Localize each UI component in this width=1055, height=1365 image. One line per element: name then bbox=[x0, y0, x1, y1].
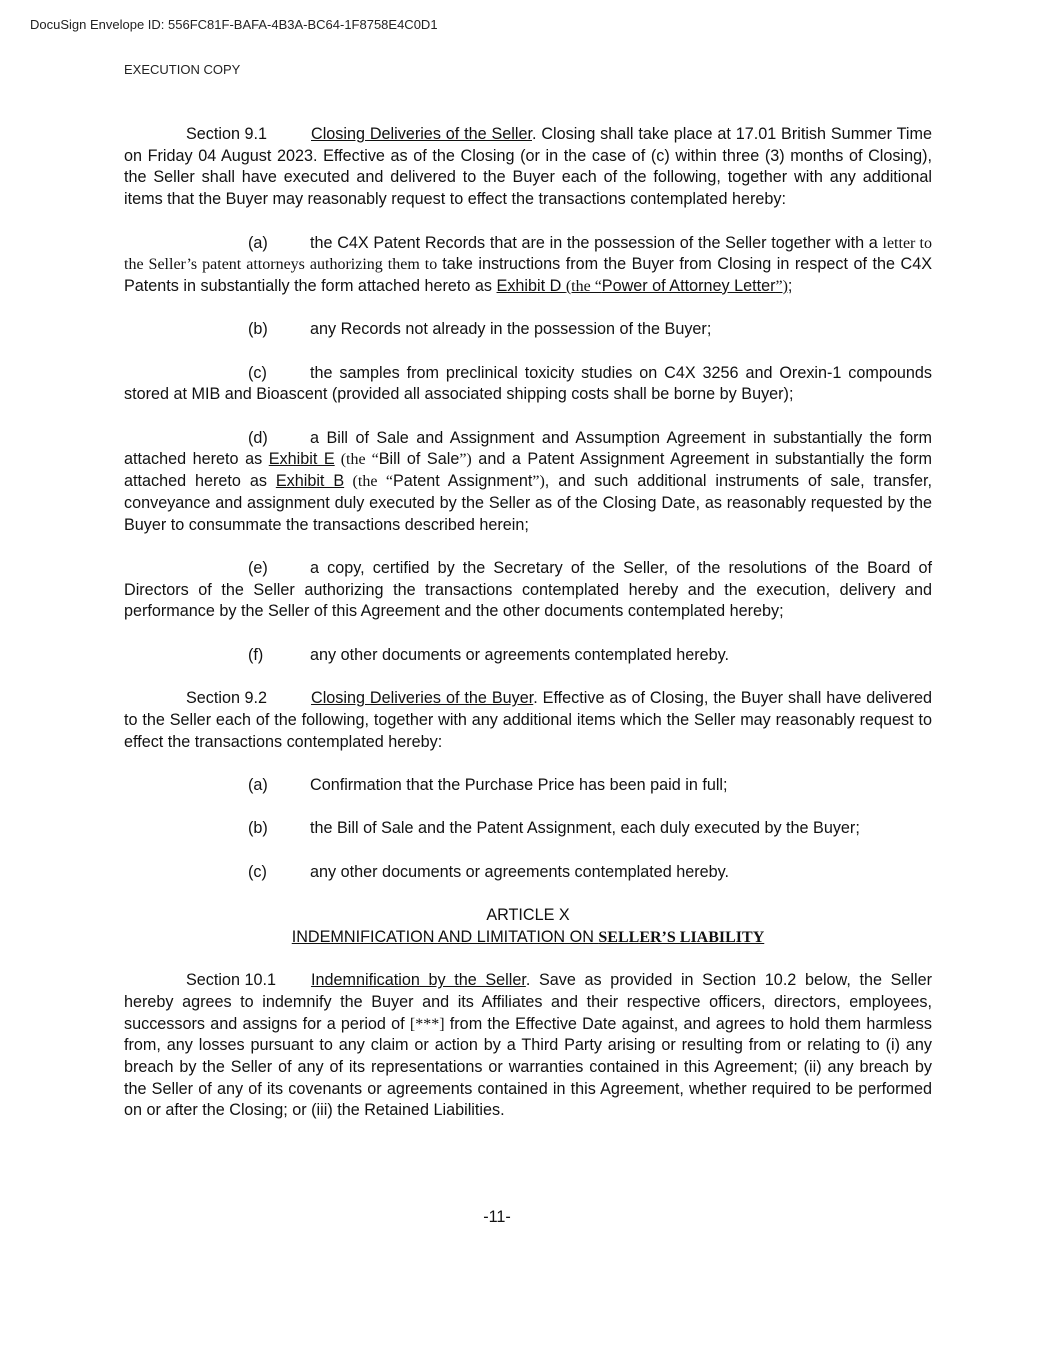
section-9-1 bbox=[124, 124, 932, 211]
quote-open: (the “ bbox=[344, 473, 393, 491]
item-text: a Bill of Sale and Assignment and Assumption Agreement in substantially the form attached hereto as bbox=[124, 428, 932, 469]
redaction-marker: [***] bbox=[409, 1015, 445, 1033]
item-9-2-c bbox=[124, 862, 932, 884]
item-9-1-f bbox=[124, 645, 932, 667]
quote-close: ”) bbox=[459, 451, 472, 469]
item-text: the C4X Patent Records that are in the possession of the Seller together with a bbox=[310, 233, 883, 252]
quote-close: ”) bbox=[775, 277, 788, 295]
item-9-2-b bbox=[124, 818, 932, 840]
item-label: (a) bbox=[248, 233, 268, 252]
article-heading bbox=[124, 905, 932, 948]
item-label: (a) bbox=[248, 775, 268, 794]
section-number: Section 10.1 bbox=[186, 971, 276, 990]
page-number: -11- bbox=[483, 1208, 511, 1226]
defined-term: Patent Assignment bbox=[392, 472, 533, 491]
item-label: (c) bbox=[248, 363, 267, 382]
section-number: Section 9.2 bbox=[186, 689, 267, 708]
item-text: Confirmation that the Purchase Price has been paid in full; bbox=[310, 775, 728, 794]
defined-term: Bill of Sale bbox=[378, 450, 460, 469]
section-text: . Effective as of Closing, the Buyer shall have delivered to the Seller each of the following, together with any additional items which the Seller may reasonably request to effect the transactions contemplated hereby: bbox=[124, 689, 932, 751]
quote-close: ”) bbox=[532, 473, 545, 491]
item-label: (c) bbox=[248, 862, 267, 881]
section-number: Section 9.1 bbox=[186, 125, 267, 143]
item-text: ; bbox=[787, 276, 793, 295]
article-number: ARTICLE X bbox=[486, 906, 570, 925]
item-text: any other documents or agreements contemplated hereby. bbox=[310, 862, 730, 881]
item-text: take instructions from the Buyer from Closing in respect of the C4X Patents in substantially the form attached hereto as bbox=[124, 255, 932, 295]
item-text: the Bill of Sale and the Patent Assignment, each duly executed by the Buyer; bbox=[310, 819, 860, 838]
quote-open: (the “ bbox=[565, 277, 602, 295]
article-title-part: SELLER’S LIABILITY bbox=[598, 928, 765, 946]
item-9-2-a bbox=[124, 775, 932, 797]
item-text: any other documents or agreements contemplated hereby. bbox=[310, 645, 730, 664]
article-title bbox=[124, 927, 932, 949]
item-text: , and such additional instruments of sale, transfer, conveyance and assignment duly executed by the Seller as of the Closing Date, as reasonably requested by the Buyer to consummate the transactions described herein; bbox=[124, 472, 932, 534]
execution-copy-label: EXECUTION COPY bbox=[124, 62, 241, 77]
section-9-2 bbox=[124, 688, 932, 753]
section-title: Closing Deliveries of the Seller bbox=[311, 125, 532, 143]
item-text: and a Patent Assignment Agreement in substantially the form attached hereto as bbox=[124, 450, 932, 491]
item-9-1-e bbox=[124, 558, 932, 623]
item-label: (b) bbox=[248, 819, 268, 838]
defined-term-link bbox=[497, 277, 788, 295]
item-label: (d) bbox=[248, 428, 268, 447]
item-text: any Records not already in the possession of the Buyer; bbox=[310, 320, 712, 339]
document-body bbox=[124, 124, 932, 1144]
item-text: the samples from preclinical toxicity studies on C4X 3256 and Orexin-1 compounds stored at MIB and Bioascent (provided all associated shipping costs shall be borne by Buyer); bbox=[124, 363, 932, 404]
exhibit-ref: Exhibit E bbox=[268, 450, 335, 469]
item-label: (b) bbox=[248, 320, 268, 339]
section-title: Indemnification by the Seller bbox=[311, 971, 526, 990]
exhibit-ref: Exhibit D bbox=[496, 276, 566, 295]
exhibit-ref: Exhibit B bbox=[275, 472, 345, 491]
item-9-1-d bbox=[124, 428, 932, 537]
quote-open: (the “ bbox=[334, 451, 379, 469]
article-title-part: INDEMNIFICATION AND LIMITATION ON bbox=[291, 927, 599, 946]
item-text: letter to the Seller’s patent attorneys authorizing them to bbox=[124, 234, 933, 274]
section-text: . Save as provided in Section 10.2 below, the Seller hereby agrees to indemnify the Buyer and its Affiliates and their respective officers, directors, employees, successors and assigns for a period of bbox=[124, 971, 932, 1033]
item-9-1-c bbox=[124, 363, 932, 406]
defined-term: Power of Attorney Letter bbox=[601, 276, 776, 295]
docusign-envelope-id: DocuSign Envelope ID: 556FC81F-BAFA-4B3A-BC64-1F8758E4C0D1 bbox=[30, 17, 438, 32]
item-label: (e) bbox=[248, 558, 268, 577]
section-text: from the Effective Date against, and agrees to hold them harmless from, any losses pursuant to any claim or action by a Third Party arising or resulting from or relating to (i) any breach by the Seller of any of its representations or warranties contained in this Agreement; (ii) any breach by the Seller of any of its covenants or agreements contained in this Agreement, whether required to be performed on or after the Closing; or (iii) the Retained Liabilities. bbox=[124, 1014, 932, 1120]
section-title: Closing Deliveries of the Buyer bbox=[311, 689, 534, 708]
item-9-1-a bbox=[124, 233, 932, 298]
item-label: (f) bbox=[248, 645, 264, 664]
item-text: a copy, certified by the Secretary of the Seller, of the resolutions of the Board of Directors of the Seller authorizing the transactions contemplated hereby and the execution, delivery and performance by the Seller of this Agreement and the other documents contemplated hereby; bbox=[124, 558, 932, 621]
item-9-1-b bbox=[124, 319, 932, 341]
section-10-1 bbox=[124, 970, 932, 1122]
section-text: . Closing shall take place at 17.01 British Summer Time on Friday 04 August 2023. Effective as of the Closing (or in the case of (c) within three (3) months of Closing), the Seller shall have executed and delivered to the Buyer each of the following, together with any additional items that the Buyer may reasonably request to effect the transactions contemplated hereby: bbox=[124, 125, 932, 209]
